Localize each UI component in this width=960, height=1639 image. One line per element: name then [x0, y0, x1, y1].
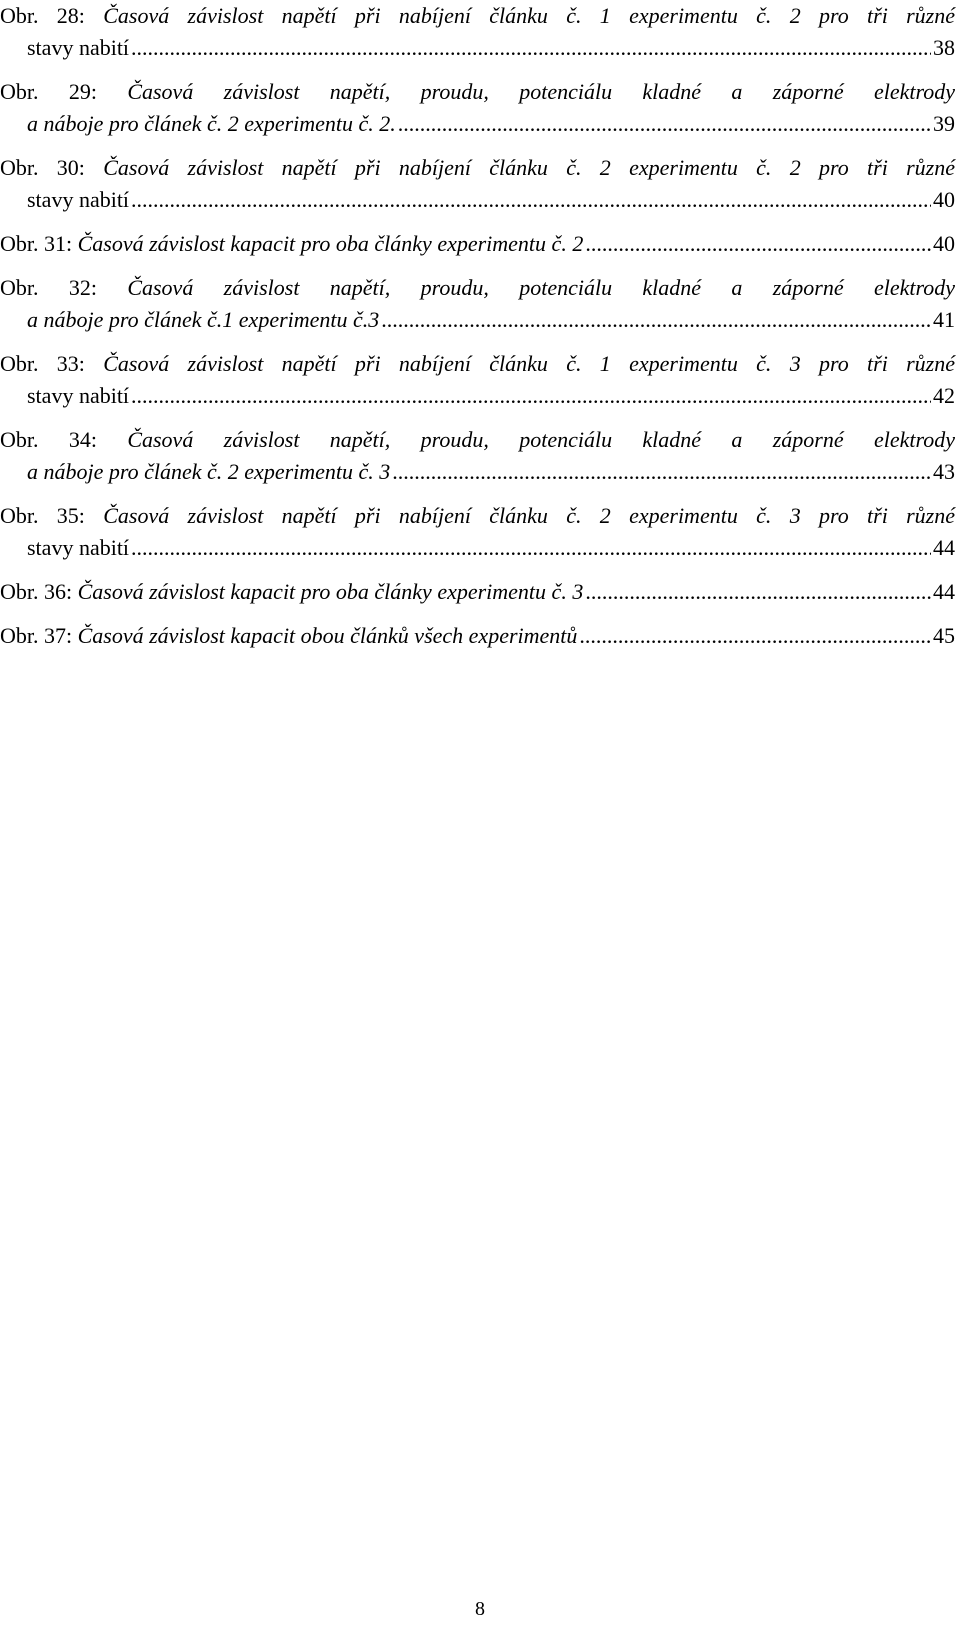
figure-caption-continued: stavy nabití: [27, 187, 130, 212]
figure-caption: Časová závislost kapacit obou článků všech experimentů: [77, 623, 578, 648]
toc-entry-first-line: [0, 424, 955, 456]
toc-entry-first-line: [0, 76, 955, 108]
dot-leader: [131, 184, 931, 216]
dot-leader: [579, 620, 931, 652]
figure-caption: Časová závislost napětí, proudu, potenciálu kladné a záporné elektrody: [127, 427, 955, 452]
toc-entry-line: [0, 620, 955, 652]
figure-caption: Časová závislost napětí při nabíjení článku č. 2 experimentu č. 3 pro tři různé: [103, 503, 956, 528]
toc-entry[interactable]: [0, 272, 955, 336]
figure-caption-continued: stavy nabití: [27, 535, 130, 560]
toc-entry-last-line: [0, 184, 955, 216]
toc-entry-last-line: [0, 32, 955, 64]
toc-entry-first-line: [0, 500, 955, 532]
figure-label: Obr. 35:: [0, 503, 85, 528]
page-ref: 38: [933, 35, 955, 60]
figure-caption-continued: stavy nabití: [27, 35, 130, 60]
dot-leader: [585, 228, 931, 260]
page-ref: 40: [933, 187, 955, 212]
toc-entry-last-line: [0, 456, 955, 488]
toc-entry-last-line: [0, 532, 955, 564]
figure-label: Obr. 28:: [0, 3, 85, 28]
toc-entry[interactable]: [0, 76, 955, 140]
toc-entry-last-line: [0, 108, 955, 140]
dot-leader: [131, 532, 931, 564]
page-ref: 44: [933, 535, 955, 560]
figure-caption-continued: a náboje pro článek č. 2 experimentu č. 3: [27, 459, 391, 484]
toc-entry[interactable]: [0, 424, 955, 488]
toc-entry-first-line: [0, 152, 955, 184]
toc-entry[interactable]: [0, 620, 955, 652]
dot-leader: [585, 576, 931, 608]
page-ref: 45: [933, 623, 955, 648]
toc-entry[interactable]: [0, 0, 955, 64]
figure-caption: Časová závislost napětí při nabíjení článku č. 2 experimentu č. 2 pro tři různé: [103, 155, 956, 180]
figure-label: Obr. 30:: [0, 155, 85, 180]
figure-caption: Časová závislost kapacit pro oba články experimentu č. 2: [77, 231, 584, 256]
figure-label: Obr. 36:: [0, 579, 73, 604]
figure-caption: Časová závislost napětí při nabíjení článku č. 1 experimentu č. 3 pro tři různé: [103, 351, 956, 376]
toc-entry-first-line: [0, 272, 955, 304]
page-number: 8: [475, 1598, 485, 1620]
toc-entry-first-line: [0, 0, 955, 32]
dot-leader: [131, 380, 931, 412]
page-ref: 39: [933, 111, 955, 136]
figure-caption-continued: a náboje pro článek č.1 experimentu č.3: [27, 307, 380, 332]
toc-entry-last-line: [0, 380, 955, 412]
dot-leader: [398, 108, 931, 140]
page-ref: 40: [933, 231, 955, 256]
figure-caption-continued: a náboje pro článek č. 2 experimentu č. 2.: [27, 111, 396, 136]
list-of-figures: [0, 0, 955, 664]
figure-label: Obr. 33:: [0, 351, 85, 376]
figure-caption: Časová závislost napětí, proudu, potenciálu kladné a záporné elektrody: [127, 275, 955, 300]
figure-caption: Časová závislost napětí při nabíjení článku č. 1 experimentu č. 2 pro tři různé: [103, 3, 956, 28]
dot-leader: [381, 304, 931, 336]
figure-label: Obr. 29:: [0, 79, 97, 104]
dot-leader: [131, 32, 931, 64]
figure-label: Obr. 31:: [0, 231, 73, 256]
toc-entry-line: [0, 228, 955, 260]
page-ref: 43: [933, 459, 955, 484]
page-ref: 42: [933, 383, 955, 408]
figure-caption: Časová závislost napětí, proudu, potenciálu kladné a záporné elektrody: [127, 79, 955, 104]
toc-entry-last-line: [0, 304, 955, 336]
toc-entry[interactable]: [0, 348, 955, 412]
figure-label: Obr. 34:: [0, 427, 97, 452]
toc-entry[interactable]: [0, 228, 955, 260]
page-ref: 44: [933, 579, 955, 604]
toc-entry-line: [0, 576, 955, 608]
toc-entry[interactable]: [0, 576, 955, 608]
toc-entry[interactable]: [0, 500, 955, 564]
figure-label: Obr. 37:: [0, 623, 73, 648]
figure-label: Obr. 32:: [0, 275, 97, 300]
toc-entry-first-line: [0, 348, 955, 380]
figure-caption: Časová závislost kapacit pro oba články experimentu č. 3: [77, 579, 584, 604]
page-ref: 41: [933, 307, 955, 332]
figure-caption-continued: stavy nabití: [27, 383, 130, 408]
toc-entry[interactable]: [0, 152, 955, 216]
dot-leader: [392, 456, 931, 488]
